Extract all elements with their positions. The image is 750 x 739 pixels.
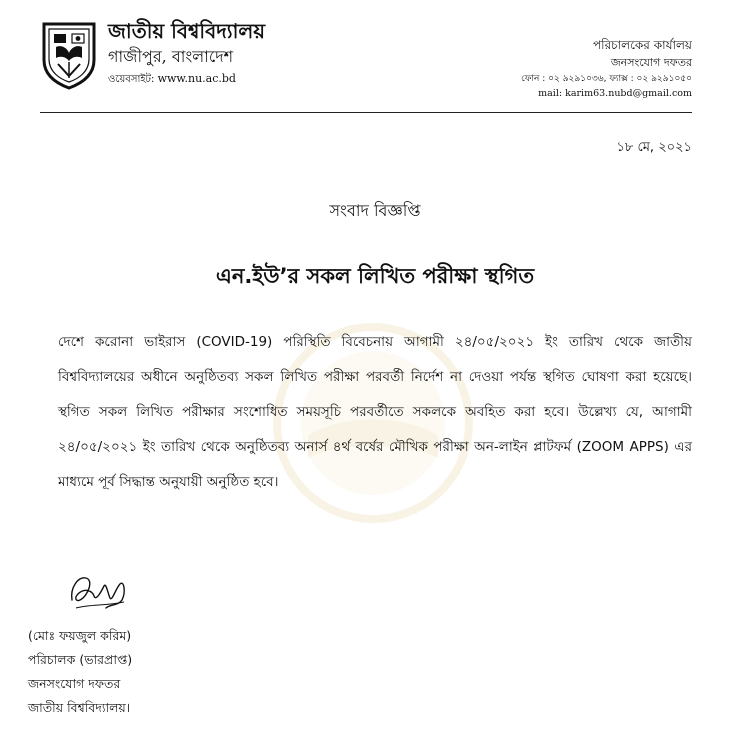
issue-date: ১৮ মে, ২০২১ [616, 140, 692, 155]
office-phone-fax: ফোন : ০২ ৯২৯১০৩৬, ফ্যাক্স : ০২ ৯২৯১০৫০ [521, 74, 692, 84]
signatory-institution: জাতীয় বিশ্ববিদ্যালয়। [28, 700, 131, 715]
office-email: mail: karim63.nubd@gmail.com [538, 88, 692, 99]
header-divider [40, 112, 692, 113]
press-release-body [58, 325, 692, 500]
website-label: ওয়েবসাইট: [108, 74, 155, 85]
office-title: পরিচালকের কার্যালয় [593, 38, 692, 52]
signature-icon [66, 570, 130, 614]
university-location: গাজীপুর, বাংলাদেশ [108, 47, 234, 66]
university-logo-icon [40, 20, 98, 90]
letterhead [0, 0, 750, 120]
signatory-block [28, 624, 132, 720]
office-contact [521, 36, 692, 101]
body-paragraph: দেশে করোনা ভাইরাস (COVID-19) পরিস্থিতি বিবেচনায় আগামী ২৪/০৫/২০২১ ইং তারিখ থেকে জাতীয় বিশ্ববিদ্যালয়ের অধীনে অনুষ্ঠিতব্য সকল লিখিত পরীক্ষা পরবর্তী নির্দেশ না দেওয়া পর্যন্ত স্থগিত ঘোষণা করা হয়েছে। স্থগিত সকল লিখিত পরীক্ষার সংশোধিত সময়সূচি পরবর্তীতে সকলকে অবহিত করা হবে। উল্লেখ্য যে, আগামী ২৪/০৫/২০২১ ইং তারিখ থেকে অনুষ্ঠিতব্য অনার্স ৪র্থ বর্ষের মৌখিক পরীক্ষা অন-লাইন প্লাটফর্ম (ZOOM APPS) এর মাধ্যমে পূর্ব সিদ্ধান্ত অনুযায়ী অনুষ্ঠিত হবে। [58, 334, 692, 490]
university-name: জাতীয় বিশ্ববিদ্যালয় [108, 19, 266, 43]
university-website [108, 72, 265, 87]
university-identity [108, 18, 265, 87]
website-url: www.nu.ac.bd [157, 72, 236, 85]
press-release-title: সংবাদ বিজ্ঞপ্তি [329, 201, 421, 220]
office-department: জনসংযোগ দফতর [610, 56, 692, 69]
signatory-name: (মোঃ ফয়জুল করিম) [28, 628, 132, 643]
signatory-department: জনসংযোগ দফতর [28, 676, 121, 691]
headline: এন.ইউ’র সকল লিখিত পরীক্ষা স্থগিত [215, 264, 535, 288]
signatory-designation: পরিচালক (ভারপ্রাপ্ত) [28, 652, 133, 667]
